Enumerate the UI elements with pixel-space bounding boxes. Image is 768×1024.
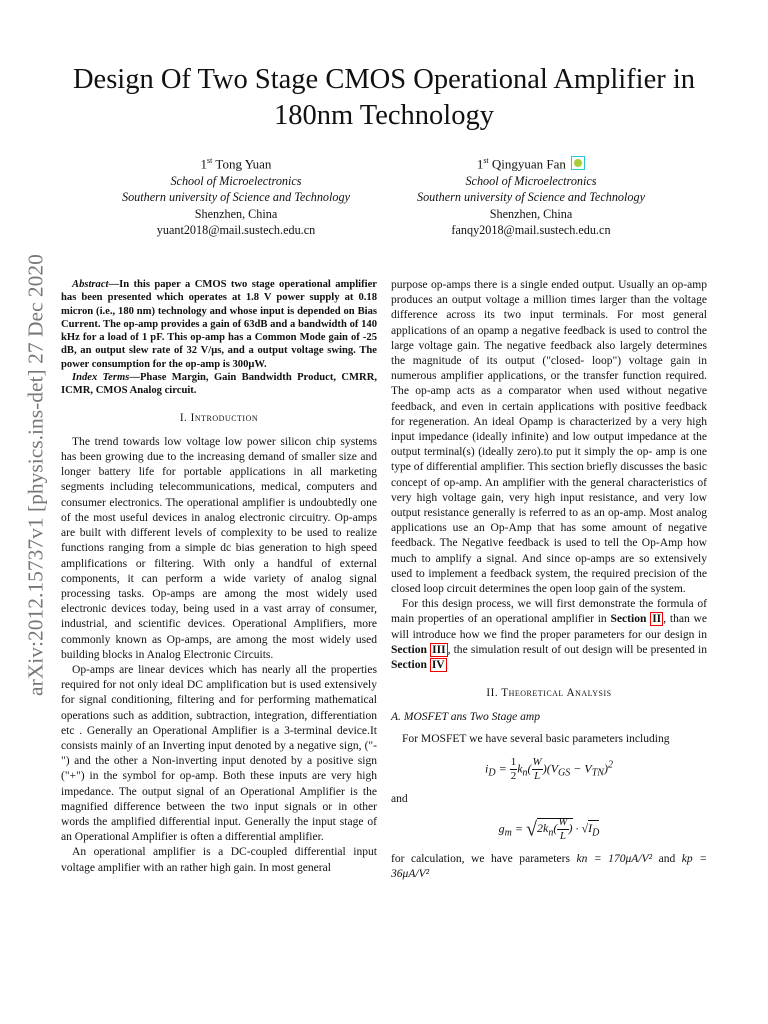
- author-location: Shenzhen, China: [194, 206, 278, 221]
- section-link-ii[interactable]: II: [652, 613, 662, 626]
- author-email: yuant2018@mail.sustech.edu.cn: [156, 223, 316, 238]
- section-heading-theoretical-analysis: II. Theoretical Analysis: [486, 687, 612, 700]
- equation-transconductance: $g_m = √2k_n$( $\frac{W}{L}$ ) · $√I_D$: [498, 816, 600, 843]
- author-affiliation: School of Microelectronics: [465, 173, 597, 188]
- author-location: Shenzhen, China: [489, 206, 573, 221]
- right-column: [391, 278, 707, 883]
- author-name: 1st Tong Yuan: [200, 156, 272, 172]
- abstract: Abstract—In this paper a CMOS two stage operational amplifier has been presented which operates at 1.8 V power supply at 0.18 micron (i.e., 180 nm) technology and whose input is depended on Bias Current. The op-amp provides a gain of 63dB and a bandwidth of 140 kHz for a load of 1 pF. This op-amp has a Common Mode gain of -25 dB, an output slew rate of 32 V/μs, and a output voltage swing. The power consumption for the op-amp is 300μW.: [61, 279, 377, 370]
- author-email: fanqy2018@mail.sustech.edu.cn: [451, 223, 611, 238]
- paragraph: and: [391, 792, 408, 805]
- author-block-1: [86, 153, 386, 239]
- author-name: 1st Qingyuan Fan: [381, 153, 681, 173]
- paragraph: for calculation, we have parameters kn = 170μA/V² and kp = 36μA/V²: [391, 853, 707, 881]
- paragraph: Op-amps are linear devices which has nearly all the properties required for not only ideal DC amplification but is used extensively for signal conditioning, filtering and for performing mathematical operations such as addition, subtraction, integration, differentiation etc . Generally an Operational Amplifier is a 3-terminal device.It consists mainly of an Inverting input denoted by a negative sign, ("-") and the other a Non-inverting input denoted by a positive sign ("+") in the symbol for op-amp. Both these inputs are very high impedance. The output signal of an Operational Amplifier is the magnified difference between the two input signals or in other words the amplified differential input. Generally the input stage of an Operational Amplifier is often a differential amplifier.: [61, 663, 377, 844]
- index-terms-label: Index Terms: [72, 372, 130, 384]
- paragraph: An operational amplifier is a DC-coupled differential input voltage amplifier with an rather high gain. In most general: [61, 846, 377, 874]
- kn-parameter: kn = 170μA/V²: [576, 853, 653, 866]
- section-link-iv[interactable]: IV: [431, 659, 445, 672]
- author-affiliation: School of Microelectronics: [170, 173, 302, 188]
- equation-drain-current: $i_D$ = $\frac{1}{2}$ $k_n$( $\frac{W}{L}$ )$(V_{GS} - V_{TN})^2$: [485, 755, 613, 782]
- author-institution: Southern university of Science and Technology: [416, 190, 645, 205]
- author-institution: Southern university of Science and Technology: [121, 190, 350, 205]
- orcid-icon[interactable]: [571, 156, 585, 170]
- paragraph: For this design process, we will first demonstrate the formula of main properties of an operational amplifier in Section II , than we will introduce how we find the proper parameters for our design in Section III , the simulation result of out design will be presented in Section IV: [391, 598, 708, 672]
- paragraph: The trend towards low voltage low power silicon chip systems has been growing due to the increasing demand of smaller size and longer battery life for portable applications in all marketing segments including telecommunications, medical, computers and consumer electronics. The operational amplifier is undoubtedly one of the most useful devices in analog electronic circuitry. Op-amps are built with different levels of complexity to be used to realize functions ranging from a simple dc bias generation to high speed amplifications or filtering. With only a handful of external components, it can perform a wide variety of analog signal processing tasks. Op-amps are among the most widely used electronic devices today, being used in a vast array of consumer, industrial, and scientific devices. Operational Amplifiers, more commonly known as Op-amps, are among the most widely used building blocks in Analog Electronic Circuits.: [61, 435, 377, 661]
- paragraph: purpose op-amps there is a single ended output. Usually an op-amp produces an output voltage a million times larger than the voltage difference across its two input terminals. For most general applications of an opamp a negative feedback is used to control the large voltage gain. The negative feedback also largely determines the magnitude of its output ("closed- loop") voltage gain in numerous amplifier applications, or the transfer function required. The op-amp acts as a comparator when used without negative feedback, and even in certain applications with positive feedback for regeneration. An ideal Opamp is characterized by a very high input impedance (ideally infinite) and low output impedance at the output terminal(s) (ideally zero).to put it simply the op- amp is one type of differential amplifier. This section briefly discusses the basic concept of op-amp. An amplifier with the general characteristics of very high voltage gain, very high input resistance, and very low output resistance generally is referred to as an op-amp. Most analog applications use an Op-Amp that has some amount of negative feedback. The Negative feedback is used to tell the Op-Amp how much to amplify a signal. And since op-amps are so extensively used to implement a feedback system, the required precision of the closed loop circuit determines the open loop gain of the system.: [391, 279, 707, 596]
- index-terms: Index Terms—Phase Margin, Gain Bandwidth Product, CMRR, ICMR, CMOS Analog circuit.: [61, 372, 377, 397]
- paragraph: For MOSFET we have several basic parameters including: [402, 732, 670, 745]
- section-link-iii[interactable]: III: [432, 643, 446, 656]
- abstract-label: Abstract: [72, 279, 109, 290]
- kp-parameter: kp = 36μA/V²: [391, 853, 707, 881]
- author-block-2: [381, 153, 681, 239]
- left-column: [61, 278, 377, 876]
- arxiv-identifier: arXiv:2012.15737v1 [physics.ins-det] 27 Dec 2020: [23, 254, 48, 696]
- section-heading-introduction: I. Introduction: [179, 411, 259, 424]
- subsection-heading: A. MOSFET ans Two Stage amp: [391, 711, 541, 724]
- arxiv-sidebar-stamp: [23, 240, 49, 710]
- paper-title: Design Of Two Stage CMOS Operational Amplifier in 180nm Technology: [72, 64, 696, 131]
